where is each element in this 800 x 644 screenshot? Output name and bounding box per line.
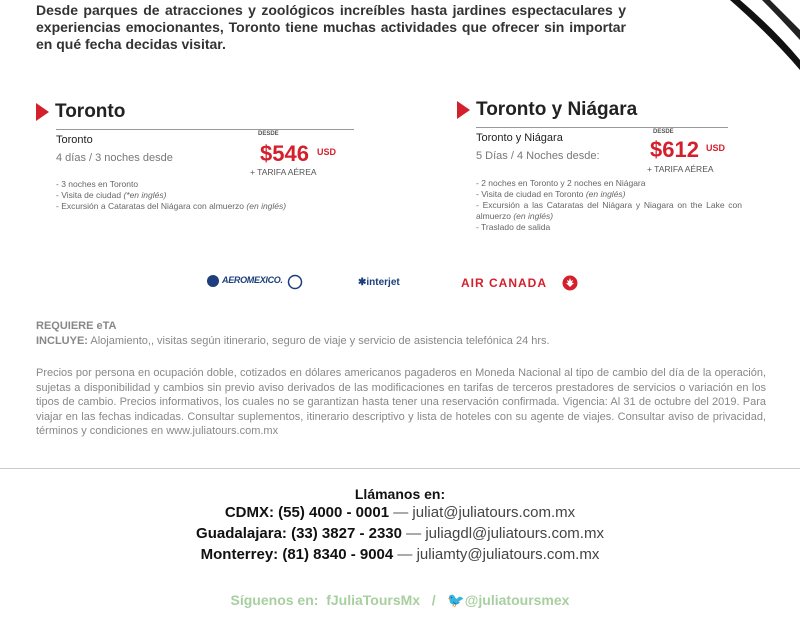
airline-logos xyxy=(0,272,800,296)
desde-label: DESDE xyxy=(653,129,674,135)
tarifa-label: + TARIFA AÉREA xyxy=(250,167,317,177)
legal-text: Precios por persona en ocupación doble, cotizados en dólares americanos pagaderos en Moneda Nacional al tipo de cambio del día de la operación, sujetas a disponibilidad y cambios sin previo aviso derivados de las modificaciones en tarifas de terceros prestadores de servicios o variación en los tipos de cambio. Precios informativos, los cuales no se garantizan hasta tener una reservación confirmada. Vigencia: Al 31 de octubre del 2019. Para viajar en las fechas indicadas. Consultar suplementos, itinerario descriptivo y lista de hoteles con su agente de viajes. Consultar aviso de privacidad, términos y condiciones en www.juliatours.com.mx xyxy=(36,367,766,437)
list-item: - Excursión a las Cataratas del Niágara y Niagara on the Lake con almuerzo (en inglés) xyxy=(476,200,742,221)
arrow-icon xyxy=(457,101,470,119)
list-item: - Visita de ciudad (*en inglés) xyxy=(56,190,167,200)
twitter-icon: 🐦 xyxy=(447,592,465,608)
arrow-icon xyxy=(36,103,49,121)
list-item: - Traslado de salida xyxy=(476,222,551,232)
email-link[interactable]: juliamty@juliatours.com.mx xyxy=(416,546,600,563)
package-duration: 5 Días / 4 Noches desde: xyxy=(476,150,600,162)
facebook-link[interactable]: JuliaToursMx xyxy=(330,592,421,608)
contact-line-cdmx: CDMX: (55) 4000 - 0001 — juliat@juliatours.com.mx xyxy=(224,504,576,521)
list-item: - Visita de ciudad en Toronto (en inglés) xyxy=(476,189,626,199)
aeromexico-logo: AEROMEXICO. xyxy=(222,275,283,285)
interjet-logo: ✱interjet xyxy=(358,277,400,288)
intro-paragraph: Desde parques de atracciones y zoológicos increíbles hasta jardines espectaculares y experiencias emocionantes, Toronto tiene muchas actividades que ofrecer sin importar en qué fecha decidas visitar. xyxy=(36,2,626,52)
package-title: Toronto y Niágara xyxy=(457,99,747,121)
requiere-label: REQUIERE eTA xyxy=(36,320,117,332)
package-toronto-niagara xyxy=(457,99,747,249)
package-name: Toronto xyxy=(56,134,93,146)
list-item: - Excursión a Cataratas del Niágara con almuerzo (en inglés) xyxy=(56,201,287,211)
contact-line-guadalajara: Guadalajara: (33) 3827 - 2330 — juliagdl@juliatours.com.mx xyxy=(196,525,604,542)
package-name: Toronto y Niágara xyxy=(476,132,563,144)
package-price: $546 xyxy=(260,141,309,166)
incluye-label: INCLUYE: xyxy=(36,335,88,347)
skyteam-icon xyxy=(287,274,303,290)
desde-label: DESDE xyxy=(258,131,279,137)
twitter-link[interactable]: @juliatoursmex xyxy=(464,592,570,608)
incluye-text: Alojamiento,, visitas según itinerario, seguro de viaje y servicio de asistencia telefónica 24 hrs. xyxy=(90,335,550,347)
package-title: Toronto xyxy=(36,101,354,123)
tarifa-label: + TARIFA AÉREA xyxy=(647,164,714,174)
package-items xyxy=(476,178,742,233)
requirements xyxy=(36,319,550,349)
social-label: Síguenos en: xyxy=(230,592,319,608)
decorative-swoosh xyxy=(680,0,800,70)
list-item: - 3 noches en Toronto xyxy=(56,179,139,189)
currency-label: USD xyxy=(317,147,337,157)
air-canada-logo: AIR CANADA xyxy=(461,276,547,290)
package-duration: 4 días / 3 noches desde xyxy=(56,152,173,164)
email-link[interactable]: juliagdl@juliatours.com.mx xyxy=(425,525,604,542)
facebook-icon: f xyxy=(326,592,331,608)
section-divider xyxy=(0,468,800,469)
contact-line-monterrey: Monterrey: (81) 8340 - 9004 — juliamty@juliatours.com.mx xyxy=(200,546,600,563)
email-link[interactable]: juliat@juliatours.com.mx xyxy=(412,504,576,521)
package-divider xyxy=(56,129,354,130)
separator: / xyxy=(431,592,436,608)
list-item: - 2 noches en Toronto y 2 noches en Niágara xyxy=(476,178,646,188)
package-toronto xyxy=(36,101,354,231)
package-items xyxy=(56,179,286,212)
package-divider xyxy=(476,127,728,128)
currency-label: USD xyxy=(706,143,726,153)
contact-heading: Llámanos en: xyxy=(354,486,446,502)
package-price: $612 xyxy=(650,137,699,162)
social-links xyxy=(0,592,800,609)
contact-section xyxy=(0,486,800,565)
maple-leaf-icon xyxy=(562,275,578,291)
aeromexico-logo-icon xyxy=(206,274,220,288)
